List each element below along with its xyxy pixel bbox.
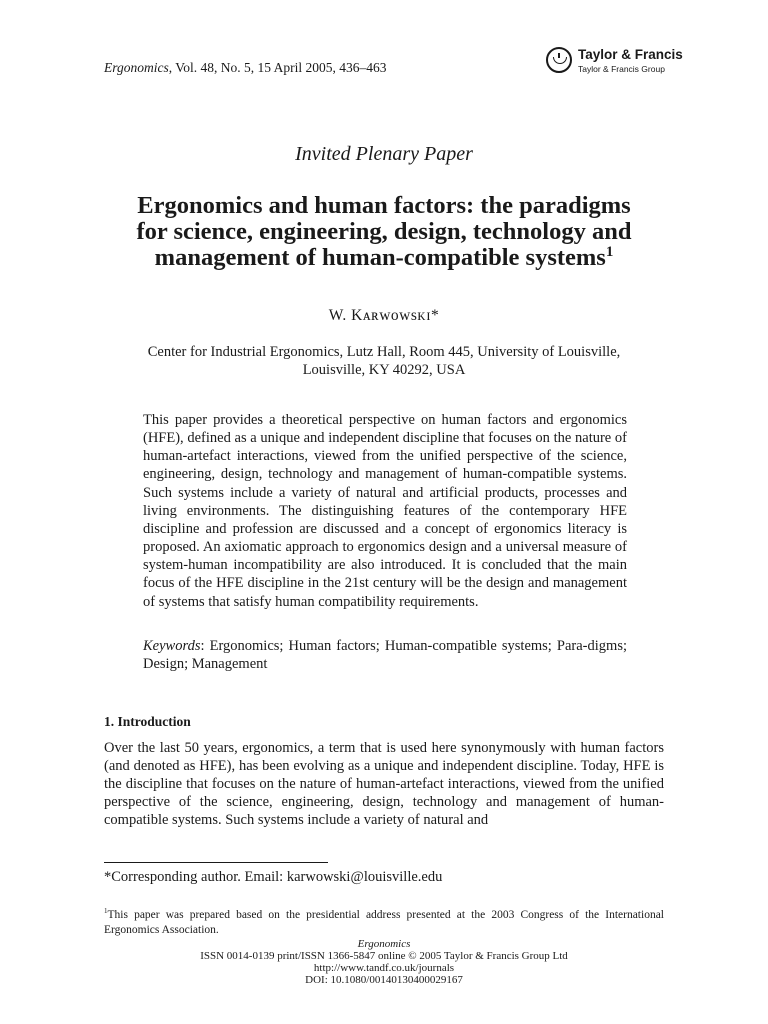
- publisher-logo: [546, 44, 683, 78]
- affiliation-line-1: Center for Industrial Ergonomics, Lutz Hall, Room 445, University of Louisville,: [147, 344, 621, 360]
- title-line-2: for science, engineering, design, technology and: [136, 218, 632, 245]
- affiliation-line-2: Louisville, KY 40292, USA: [302, 362, 466, 378]
- footnote-1-text: This paper was prepared based on the presidential address presented at the 2003 Congress of the International Ergonomics Association.: [104, 908, 664, 936]
- title-footnote-mark: 1: [605, 243, 614, 260]
- affiliation: [100, 343, 668, 379]
- publication-info: [0, 938, 768, 986]
- abstract: This paper provides a theoretical perspective on human factors and ergonomics (HFE), defined as a unique and independent discipline that focuses on the nature of human-artefact interactions, viewed from the unified perspective of the science, engineering, design, technology and management of human-compatible systems. Such systems include a variety of natural and artificial products, processes and living environments. The distinguishing features of the contemporary HFE discipline and profession are discussed and a concept of ergonomics literacy is proposed. An axiomatic approach to ergonomics design and a universal measure of system-human incompatibility are also introduced. It is concluded that the main focus of the HFE discipline in the 21st century will be the design and management of systems that satisfy human compatibility requirements.: [143, 412, 627, 610]
- logo-name: Taylor & Francis: [578, 47, 683, 62]
- journal-citation: [104, 60, 387, 76]
- keywords-label: Keywords: [143, 638, 201, 654]
- citation-details: , Vol. 48, No. 5, 15 April 2005, 436–463: [168, 60, 387, 75]
- bottom-journal: Ergonomics: [357, 938, 411, 950]
- footnote-1: [104, 904, 664, 938]
- journal-name: Ergonomics: [104, 60, 169, 75]
- footnote-1-mark: 1: [104, 907, 108, 915]
- doi: DOI: 10.1080/00140130400029167: [305, 974, 463, 986]
- logo-group: Taylor & Francis Group: [578, 64, 665, 74]
- title-line-1: Ergonomics and human factors: the paradigms: [137, 192, 631, 219]
- title-line-3: [80, 245, 688, 271]
- section-body: Over the last 50 years, ergonomics, a term that is used here synonymously with human factors (and denoted as HFE), has been evolving as a unique and independent discipline. Today, HFE is the discipline that focuses on the nature of human-artefact interactions, viewed from the unified perspective of the science, engineering, design, technology and management of human-compatible systems. Such systems include a variety of natural and: [104, 740, 664, 828]
- paper-type: Invited Plenary Paper: [295, 143, 473, 165]
- corresponding-author-note: *Corresponding author. Email: karwowski@louisville.edu: [104, 869, 443, 885]
- footnote-divider: [104, 862, 328, 863]
- keywords: [143, 637, 627, 673]
- taylor-francis-lamp-logo-icon: [546, 47, 572, 73]
- paper-title: [80, 193, 688, 271]
- section-heading: 1. Introduction: [104, 714, 191, 729]
- keywords-text: : Ergonomics; Human factors; Human-compatible systems; Para-digms; Design; Management: [143, 638, 627, 672]
- author: W. Kᴀʀᴡᴏᴡsᴋɪ*: [328, 307, 440, 324]
- issn: ISSN 0014-0139 print/ISSN 1366-5847 online © 2005 Taylor & Francis Group Ltd: [200, 950, 568, 962]
- journal-url[interactable]: http://www.tandf.co.uk/journals: [313, 962, 455, 974]
- title-line-3-text: management of human-compatible systems: [154, 244, 606, 271]
